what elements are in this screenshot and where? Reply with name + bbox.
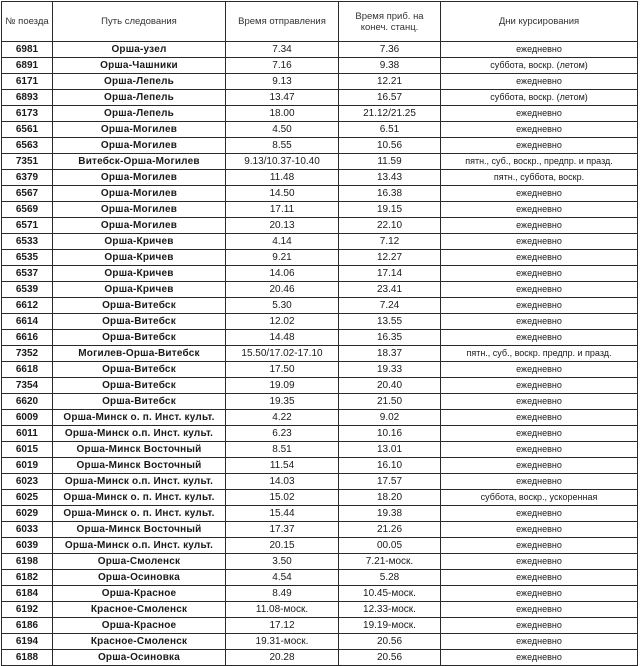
arrival-time-cell: 19.33: [339, 362, 441, 378]
operating-days-cell: ежедневно: [441, 250, 638, 266]
departure-time-cell: 17.37: [226, 522, 339, 538]
arrival-time-cell: 7.12: [339, 234, 441, 250]
table-row: [2, 282, 638, 298]
route-cell: Орша-Красное: [53, 618, 226, 634]
departure-time-cell: 6.23: [226, 426, 339, 442]
route-cell: Орша-Осиновка: [53, 570, 226, 586]
departure-time-cell: 12.02: [226, 314, 339, 330]
header-departure: Время отправления: [226, 2, 339, 42]
table-row: [2, 650, 638, 666]
operating-days-cell: ежедневно: [441, 138, 638, 154]
arrival-time-cell: 17.14: [339, 266, 441, 282]
table-row: [2, 426, 638, 442]
route-cell: Орша-Минск Восточный: [53, 458, 226, 474]
train-number-cell: 6009: [2, 410, 53, 426]
table-row: [2, 250, 638, 266]
departure-time-cell: 19.35: [226, 394, 339, 410]
route-cell: Орша-Минск о. п. Инст. культ.: [53, 506, 226, 522]
table-row: [2, 138, 638, 154]
train-number-cell: 6533: [2, 234, 53, 250]
arrival-time-cell: 19.19-моск.: [339, 618, 441, 634]
arrival-time-cell: 10.16: [339, 426, 441, 442]
arrival-time-cell: 17.57: [339, 474, 441, 490]
route-cell: Орша-Витебск: [53, 298, 226, 314]
route-cell: Орша-Красное: [53, 586, 226, 602]
departure-time-cell: 17.50: [226, 362, 339, 378]
departure-time-cell: 15.02: [226, 490, 339, 506]
table-row: [2, 554, 638, 570]
departure-time-cell: 8.51: [226, 442, 339, 458]
table-row: [2, 170, 638, 186]
route-cell: Орша-Минск о.п. Инст. культ.: [53, 426, 226, 442]
departure-time-cell: 14.50: [226, 186, 339, 202]
train-number-cell: 6618: [2, 362, 53, 378]
route-cell: Орша-Лепель: [53, 90, 226, 106]
operating-days-cell: ежедневно: [441, 42, 638, 58]
departure-time-cell: 20.13: [226, 218, 339, 234]
operating-days-cell: ежедневно: [441, 186, 638, 202]
table-row: [2, 394, 638, 410]
route-cell: Орша-Кричев: [53, 234, 226, 250]
departure-time-cell: 17.12: [226, 618, 339, 634]
departure-time-cell: 11.54: [226, 458, 339, 474]
arrival-time-cell: 16.10: [339, 458, 441, 474]
operating-days-cell: ежедневно: [441, 330, 638, 346]
route-cell: Орша-Минск о. п. Инст. культ.: [53, 490, 226, 506]
operating-days-cell: ежедневно: [441, 378, 638, 394]
table-row: [2, 218, 638, 234]
operating-days-cell: ежедневно: [441, 426, 638, 442]
arrival-time-cell: 5.28: [339, 570, 441, 586]
table-row: [2, 314, 638, 330]
train-number-cell: 6567: [2, 186, 53, 202]
arrival-time-cell: 7.36: [339, 42, 441, 58]
departure-time-cell: 5.30: [226, 298, 339, 314]
operating-days-cell: суббота, воскр. (летом): [441, 90, 638, 106]
departure-time-cell: 19.09: [226, 378, 339, 394]
arrival-time-cell: 00.05: [339, 538, 441, 554]
departure-time-cell: 4.14: [226, 234, 339, 250]
departure-time-cell: 7.16: [226, 58, 339, 74]
departure-time-cell: 4.54: [226, 570, 339, 586]
operating-days-cell: суббота, воскр., ускоренная: [441, 490, 638, 506]
route-cell: Орша-Могилев: [53, 122, 226, 138]
train-number-cell: 6171: [2, 74, 53, 90]
table-row: [2, 474, 638, 490]
arrival-time-cell: 20.40: [339, 378, 441, 394]
route-cell: Орша-Могилев: [53, 170, 226, 186]
operating-days-cell: ежедневно: [441, 106, 638, 122]
table-row: [2, 538, 638, 554]
table-row: [2, 522, 638, 538]
arrival-time-cell: 16.38: [339, 186, 441, 202]
header-train-number: № поезда: [2, 2, 53, 42]
operating-days-cell: ежедневно: [441, 634, 638, 650]
departure-time-cell: 4.50: [226, 122, 339, 138]
train-number-cell: 6039: [2, 538, 53, 554]
arrival-time-cell: 10.45-моск.: [339, 586, 441, 602]
table-row: [2, 58, 638, 74]
departure-time-cell: 19.31-моск.: [226, 634, 339, 650]
route-cell: Орша-Кричев: [53, 266, 226, 282]
operating-days-cell: ежедневно: [441, 394, 638, 410]
table-row: [2, 458, 638, 474]
arrival-time-cell: 13.55: [339, 314, 441, 330]
train-number-cell: 6011: [2, 426, 53, 442]
route-cell: Орша-Кричев: [53, 250, 226, 266]
departure-time-cell: 11.48: [226, 170, 339, 186]
table-row: [2, 346, 638, 362]
operating-days-cell: пятн., суб., воскр. предпр. и празд.: [441, 346, 638, 362]
train-number-cell: 6612: [2, 298, 53, 314]
table-row: [2, 74, 638, 90]
arrival-time-cell: 12.33-моск.: [339, 602, 441, 618]
train-number-cell: 6192: [2, 602, 53, 618]
train-schedule-table: [1, 1, 638, 666]
table-row: [2, 586, 638, 602]
route-cell: Орша-Кричев: [53, 282, 226, 298]
train-number-cell: 6561: [2, 122, 53, 138]
operating-days-cell: ежедневно: [441, 650, 638, 666]
train-number-cell: 6891: [2, 58, 53, 74]
train-number-cell: 6379: [2, 170, 53, 186]
route-cell: Витебск-Орша-Могилев: [53, 154, 226, 170]
operating-days-cell: ежедневно: [441, 554, 638, 570]
train-number-cell: 6019: [2, 458, 53, 474]
arrival-time-cell: 21.26: [339, 522, 441, 538]
table-row: [2, 490, 638, 506]
table-row: [2, 154, 638, 170]
operating-days-cell: пятн., суб., воскр., предпр. и празд.: [441, 154, 638, 170]
table-row: [2, 602, 638, 618]
departure-time-cell: 11.08-моск.: [226, 602, 339, 618]
route-cell: Орша-Осиновка: [53, 650, 226, 666]
operating-days-cell: ежедневно: [441, 314, 638, 330]
operating-days-cell: ежедневно: [441, 298, 638, 314]
route-cell: Орша-Витебск: [53, 362, 226, 378]
departure-time-cell: 20.15: [226, 538, 339, 554]
header-arrival: Время приб. на конеч. станц.: [339, 2, 441, 42]
operating-days-cell: пятн., суббота, воскр.: [441, 170, 638, 186]
route-cell: Орша-Минск Восточный: [53, 522, 226, 538]
arrival-time-cell: 22.10: [339, 218, 441, 234]
train-number-cell: 6188: [2, 650, 53, 666]
departure-time-cell: 15.50/17.02-17.10: [226, 346, 339, 362]
departure-time-cell: 9.13/10.37-10.40: [226, 154, 339, 170]
train-number-cell: 6981: [2, 42, 53, 58]
train-number-cell: 6173: [2, 106, 53, 122]
train-number-cell: 6025: [2, 490, 53, 506]
operating-days-cell: ежедневно: [441, 218, 638, 234]
route-cell: Орша-Смоленск: [53, 554, 226, 570]
train-number-cell: 7354: [2, 378, 53, 394]
table-row: [2, 618, 638, 634]
table-row: [2, 570, 638, 586]
arrival-time-cell: 16.57: [339, 90, 441, 106]
train-number-cell: 6186: [2, 618, 53, 634]
arrival-time-cell: 7.24: [339, 298, 441, 314]
table-row: [2, 122, 638, 138]
route-cell: Красное-Смоленск: [53, 602, 226, 618]
operating-days-cell: ежедневно: [441, 602, 638, 618]
arrival-time-cell: 23.41: [339, 282, 441, 298]
route-cell: Орша-Могилев: [53, 218, 226, 234]
departure-time-cell: 14.48: [226, 330, 339, 346]
header-row: [2, 2, 638, 42]
route-cell: Орша-Витебск: [53, 314, 226, 330]
table-row: [2, 330, 638, 346]
table-row: [2, 202, 638, 218]
table-row: [2, 442, 638, 458]
train-number-cell: 6616: [2, 330, 53, 346]
train-number-cell: 6194: [2, 634, 53, 650]
train-number-cell: 6023: [2, 474, 53, 490]
arrival-time-cell: 18.37: [339, 346, 441, 362]
train-number-cell: 6537: [2, 266, 53, 282]
operating-days-cell: ежедневно: [441, 618, 638, 634]
train-number-cell: 6535: [2, 250, 53, 266]
arrival-time-cell: 12.21: [339, 74, 441, 90]
arrival-time-cell: 7.21-моск.: [339, 554, 441, 570]
table-row: [2, 298, 638, 314]
route-cell: Орша-Минск о. п. Инст. культ.: [53, 410, 226, 426]
train-number-cell: 6015: [2, 442, 53, 458]
operating-days-cell: суббота, воскр. (летом): [441, 58, 638, 74]
arrival-time-cell: 19.15: [339, 202, 441, 218]
arrival-time-cell: 10.56: [339, 138, 441, 154]
train-number-cell: 6571: [2, 218, 53, 234]
departure-time-cell: 20.46: [226, 282, 339, 298]
train-number-cell: 6184: [2, 586, 53, 602]
route-cell: Орша-Минск Восточный: [53, 442, 226, 458]
train-number-cell: 6614: [2, 314, 53, 330]
train-number-cell: 6569: [2, 202, 53, 218]
arrival-time-cell: 21.50: [339, 394, 441, 410]
arrival-time-cell: 20.56: [339, 634, 441, 650]
route-cell: Орша-узел: [53, 42, 226, 58]
departure-time-cell: 3.50: [226, 554, 339, 570]
departure-time-cell: 9.13: [226, 74, 339, 90]
train-number-cell: 6539: [2, 282, 53, 298]
table-row: [2, 234, 638, 250]
route-cell: Орша-Чашники: [53, 58, 226, 74]
table-row: [2, 106, 638, 122]
train-number-cell: 6182: [2, 570, 53, 586]
route-cell: Могилев-Орша-Витебск: [53, 346, 226, 362]
arrival-time-cell: 16.35: [339, 330, 441, 346]
table-row: [2, 42, 638, 58]
operating-days-cell: ежедневно: [441, 458, 638, 474]
route-cell: Орша-Минск о.п. Инст. культ.: [53, 474, 226, 490]
train-number-cell: 7352: [2, 346, 53, 362]
train-number-cell: 6893: [2, 90, 53, 106]
route-cell: Орша-Витебск: [53, 378, 226, 394]
table-row: [2, 90, 638, 106]
departure-time-cell: 18.00: [226, 106, 339, 122]
table-row: [2, 362, 638, 378]
table-row: [2, 410, 638, 426]
departure-time-cell: 4.22: [226, 410, 339, 426]
departure-time-cell: 14.03: [226, 474, 339, 490]
operating-days-cell: ежедневно: [441, 202, 638, 218]
route-cell: Орша-Могилев: [53, 202, 226, 218]
arrival-time-cell: 13.43: [339, 170, 441, 186]
route-cell: Орша-Витебск: [53, 394, 226, 410]
route-cell: Орша-Могилев: [53, 138, 226, 154]
arrival-time-cell: 20.56: [339, 650, 441, 666]
operating-days-cell: ежедневно: [441, 570, 638, 586]
departure-time-cell: 13.47: [226, 90, 339, 106]
table-row: [2, 378, 638, 394]
departure-time-cell: 15.44: [226, 506, 339, 522]
arrival-time-cell: 9.02: [339, 410, 441, 426]
operating-days-cell: ежедневно: [441, 442, 638, 458]
header-route: Путь следования: [53, 2, 226, 42]
train-number-cell: 6033: [2, 522, 53, 538]
operating-days-cell: ежедневно: [441, 74, 638, 90]
operating-days-cell: ежедневно: [441, 506, 638, 522]
arrival-time-cell: 19.38: [339, 506, 441, 522]
arrival-time-cell: 18.20: [339, 490, 441, 506]
arrival-time-cell: 13.01: [339, 442, 441, 458]
operating-days-cell: ежедневно: [441, 586, 638, 602]
operating-days-cell: ежедневно: [441, 410, 638, 426]
arrival-time-cell: 21.12/21.25: [339, 106, 441, 122]
train-number-cell: 6029: [2, 506, 53, 522]
train-number-cell: 6620: [2, 394, 53, 410]
route-cell: Орша-Лепель: [53, 106, 226, 122]
departure-time-cell: 8.55: [226, 138, 339, 154]
departure-time-cell: 20.28: [226, 650, 339, 666]
arrival-time-cell: 12.27: [339, 250, 441, 266]
departure-time-cell: 7.34: [226, 42, 339, 58]
operating-days-cell: ежедневно: [441, 474, 638, 490]
arrival-time-cell: 11.59: [339, 154, 441, 170]
train-number-cell: 6563: [2, 138, 53, 154]
train-number-cell: 6198: [2, 554, 53, 570]
arrival-time-cell: 9.38: [339, 58, 441, 74]
route-cell: Орша-Минск о.п. Инст. культ.: [53, 538, 226, 554]
operating-days-cell: ежедневно: [441, 282, 638, 298]
operating-days-cell: ежедневно: [441, 266, 638, 282]
operating-days-cell: ежедневно: [441, 234, 638, 250]
route-cell: Орша-Витебск: [53, 330, 226, 346]
operating-days-cell: ежедневно: [441, 522, 638, 538]
train-number-cell: 7351: [2, 154, 53, 170]
route-cell: Орша-Могилев: [53, 186, 226, 202]
operating-days-cell: ежедневно: [441, 362, 638, 378]
route-cell: Красное-Смоленск: [53, 634, 226, 650]
operating-days-cell: ежедневно: [441, 538, 638, 554]
operating-days-cell: ежедневно: [441, 122, 638, 138]
departure-time-cell: 14.06: [226, 266, 339, 282]
table-row: [2, 266, 638, 282]
departure-time-cell: 9.21: [226, 250, 339, 266]
header-days: Дни курсирования: [441, 2, 638, 42]
arrival-time-cell: 6.51: [339, 122, 441, 138]
route-cell: Орша-Лепель: [53, 74, 226, 90]
table-row: [2, 634, 638, 650]
departure-time-cell: 17.11: [226, 202, 339, 218]
table-row: [2, 506, 638, 522]
table-row: [2, 186, 638, 202]
departure-time-cell: 8.49: [226, 586, 339, 602]
